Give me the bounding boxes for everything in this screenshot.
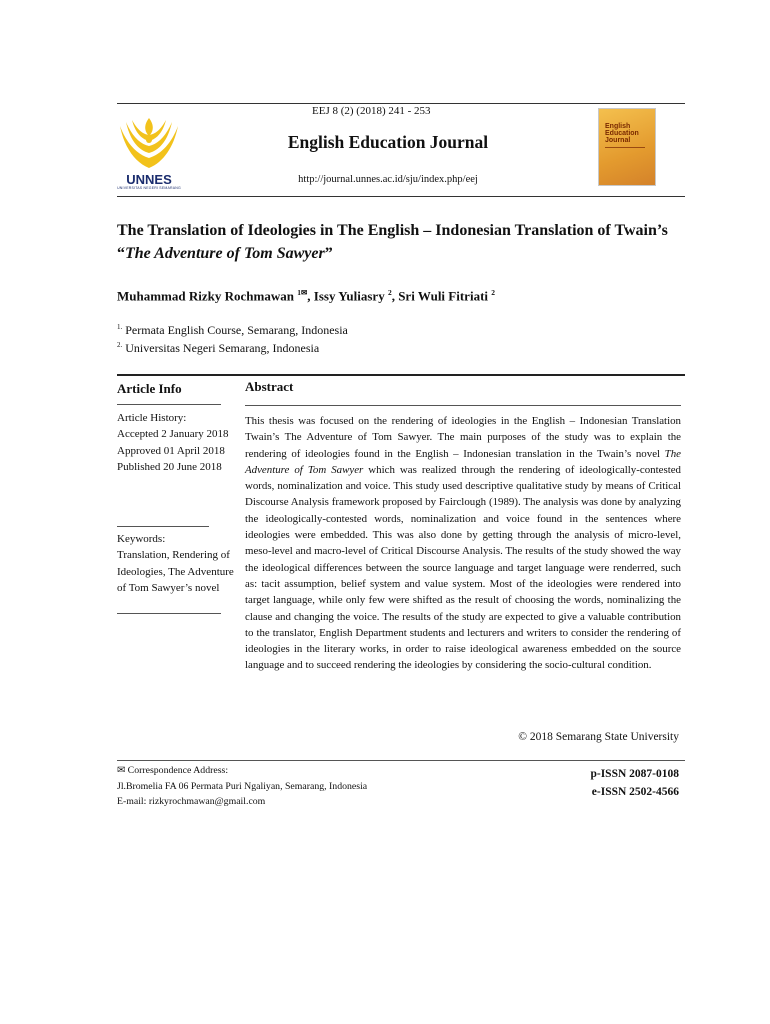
copyright: © 2018 Semarang State University [518,731,679,743]
keywords-text: Translation, Rendering of Ideologies, The Adventure of Tom Sawyer’s novel [117,549,234,594]
paper-title: The Translation of Ideologies in The English – Indonesian Translation of Twain’s “The Adventure of Tom Sawyer” [117,222,668,262]
history-label: Article History: [117,412,187,424]
cover-divider [605,147,645,148]
section-rule [117,374,685,376]
unnes-logo-subtext: UNIVERSITAS NEGERI SEMARANG [117,186,181,190]
footer-rule [117,760,685,761]
journal-cover-thumbnail [598,108,656,186]
author-sup: 1✉ [297,288,308,297]
p-issn: p-ISSN 2087-0108 [590,768,679,780]
abstract-rule [245,405,681,406]
keywords-label: Keywords: [117,533,166,545]
author-list: Muhammad Rizky Rochmawan $^{1✉}$, Issy Yuliasry $^2$, Sri Wuli Fitriati $^2$ [117,288,496,304]
keywords [117,531,239,596]
author-name: Muhammad Rizky Rochmawan [117,288,294,304]
cover-title: English Education Journal [605,123,639,144]
correspondence-label: ✉ Correspondence Address: [117,765,229,776]
e-issn: e-ISSN 2502-4566 [591,786,679,798]
header-top-rule [117,103,685,104]
abstract-heading: Abstract [245,379,294,394]
keywords-rule [117,526,209,527]
citation: EEJ 8 (2) (2018) 241 - 253 [312,105,431,117]
author-sup: 2 [387,288,392,297]
header-bottom-rule [117,196,685,197]
issn-block [555,765,679,801]
affiliation: $^{2.}$ Universitas Negeri Semarang, Indonesia [117,341,320,355]
journal-url[interactable]: http://journal.unnes.ac.id/sju/index.php/eej [298,174,478,185]
approved-date: Approved 01 April 2018 [117,444,225,457]
correspondence [117,763,367,810]
article-history [117,410,237,475]
published-date: Published 20 June 2018 [117,460,222,473]
abstract-body: This thesis was focused on the rendering of ideologies in the English – Indonesian Translation Twain’s The Adventure of Tom Sawyer. The main purposes of the study was to explain the rendering of ideologies found in the English – Indonesian translation in the Twain’s novel The Adventure of Tom Sawyer which was realized through the rendering of ideologically-contested words, nominalization and voice. This study used descriptive qualitative study by means of Critical Discourse Analysis framework proposed by Fairclough (1989). The analysis was done by analyzing the ideologically-contested words, nominalization and voice found in the sentences where ideologies were embedded. This was also done by getting through the analysis of micro-level, meso-level and macro-level of Critical Discourse Analysis. The results of the study showed the way the ideological differences between the source language and target language were renderred, such as: tacit assumption, belief system and value system. Most of the ideologies were rendered into target language, while only few were shifted as the result of choosing the words, nominalizing the clause and changing the voice. The results of the study are expected to give a valuable contribution to the translator, English Department students and lecturers and writers to consider the rendering of ideologies in the literary works, in order to raise ideological awareness embedded on the source language and to succeed rendering the ideologies by considering the socio-cultural condition. [245,415,682,672]
correspondence-email[interactable]: E-mail: rizkyrochmawan@gmail.com [117,796,266,807]
article-info-heading: Article Info [117,381,182,396]
journal-title: English Education Journal [287,132,489,152]
affiliation: $^{1.}$ Permata English Course, Semarang, Indonesia [117,323,348,337]
unnes-logo-text: UNNES [126,172,172,187]
keywords-end-rule [117,613,221,614]
author-sup: 2 [491,288,496,297]
correspondence-address: Jl.Bromelia FA 06 Permata Puri Ngaliyan, Semarang, Indonesia [117,780,368,792]
accepted-date: Accepted 2 January 2018 [117,428,229,441]
author-name: Sri Wuli Fitriati [398,288,489,304]
author-name: Issy Yuliasry [313,288,385,304]
article-info-rule [117,404,221,405]
